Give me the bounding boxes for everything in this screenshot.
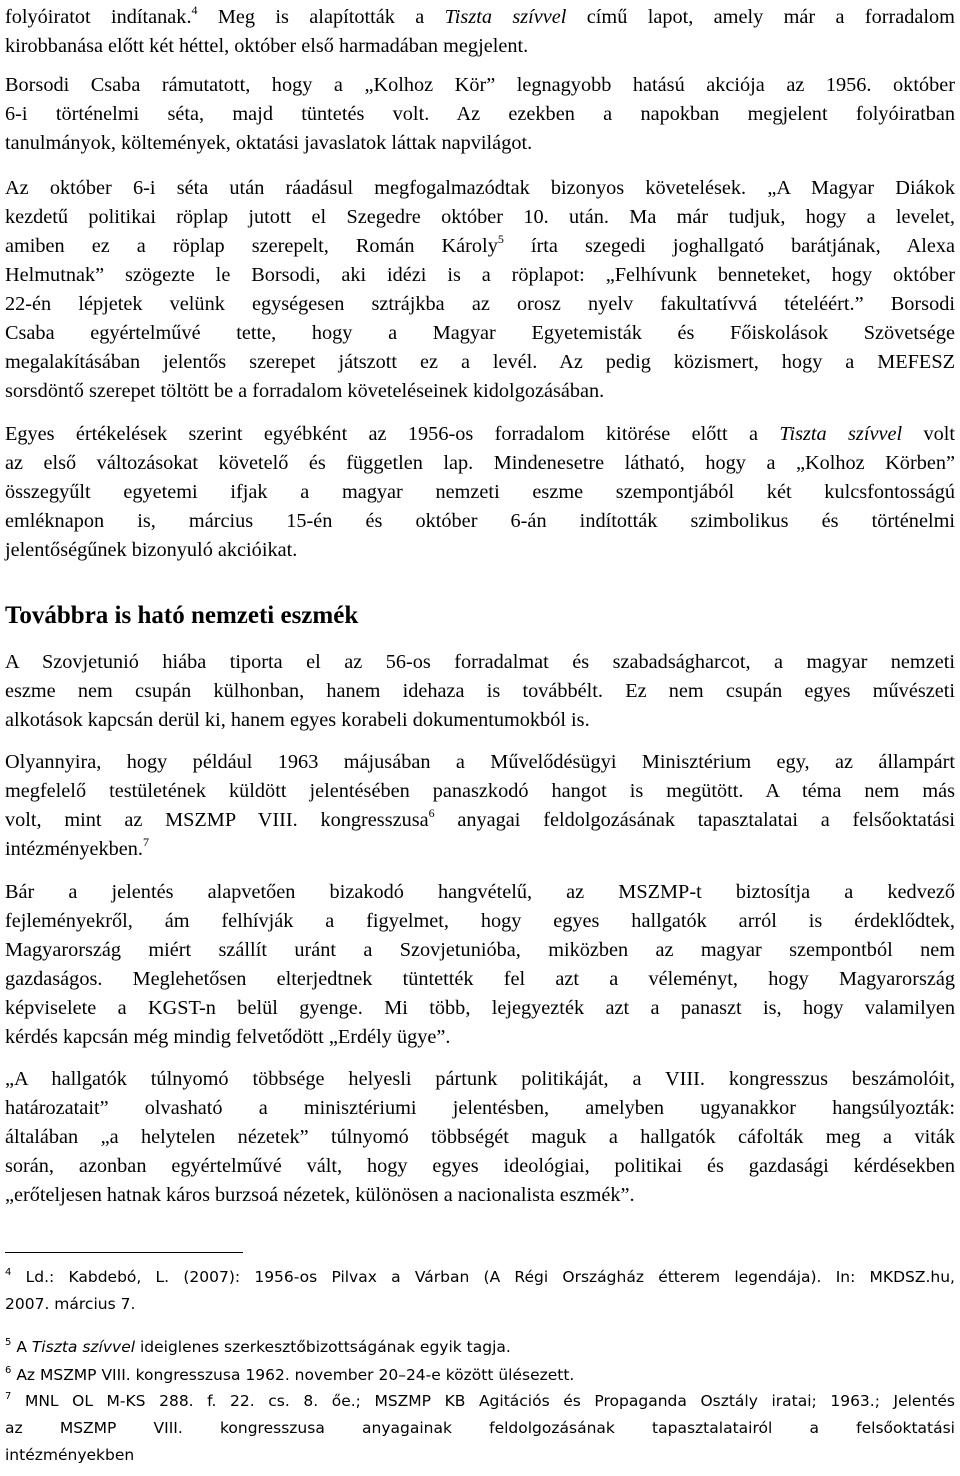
text-line: megfelelő testületének küldött jelentésében panaszkodó hangot is megütött. A téma nem más: [5, 780, 955, 802]
footnote: [5, 1264, 955, 1318]
text-line: során, azonban egyértelművé vált, hogy egyes ideológiai, politikai és gazdasági kérdésekben: [5, 1155, 955, 1177]
text-line: Bár a jelentés alapvetően bizakodó hangvételű, az MSZMP-t biztosítja a kedvező: [5, 881, 955, 903]
footnote: [5, 1362, 955, 1389]
text-line: megalakításában jelentős szerepet játszott ez a levél. Az pedig közismert, hogy a MEFESZ: [5, 351, 955, 373]
text-line: sorsdöntő szerepet töltött be a forradalom követeléseinek kidolgozásában.: [5, 380, 605, 402]
text-line: Helmutnak” szögezte le Borsodi, aki idézi is a röplapot: „Felhívunk benneteket, hogy október: [5, 264, 955, 286]
text-line: tanulmányok, költemények, oktatási javaslatok láttak napvilágot.: [5, 132, 533, 154]
footnote-text: ideiglenes szerkesztőbizottságának egyik tagja.: [135, 1338, 511, 1356]
text-line: volt, mint az MSZMP VIII. kongresszusa$^6$ anyagai feldolgozásának tapasztalatai a felsőoktatási: [5, 806, 955, 831]
text-line: gazdaságos. Meglehetősen elterjedtnek tüntették fel azt a véleményt, hogy Magyarország: [5, 968, 955, 990]
text-line: „A hallgatók túlnyomó többsége helyesli pártunk politikáját, a VIII. kongresszus beszámolóit,: [5, 1068, 955, 1090]
paragraph: [5, 1065, 955, 1210]
footnote-number: 4: [5, 1267, 12, 1278]
text-line: fejleményekről, ám felhívják a figyelmet, hogy egyes hallgatók arról is érdeklődtek,: [5, 910, 955, 932]
paragraph: [5, 748, 955, 864]
journal-title: Tiszta szívvel: [779, 423, 903, 445]
text-line: 22-én lépjetek velünk egységesen sztrájkba az orosz nyelv fakultatívvá tételéért.” Borsodi: [5, 293, 955, 315]
footnote-text: A: [16, 1338, 32, 1356]
text-line: összegyűlt egyetemi ifjak a magyar nemzeti eszme szempontjából két kulcsfontosságú: [5, 481, 955, 503]
footnote-number: 5: [5, 1337, 12, 1348]
footnote-ref: 6: [428, 806, 435, 820]
footnote-line: 2007. március 7.: [5, 1295, 136, 1313]
footnote-ref: 7: [142, 835, 149, 849]
text-line: Magyarország miért szállít uránt a Szovjetunióba, miközben az magyar szempontból nem: [5, 939, 955, 961]
footnote-italic-title: Tiszta szívvel: [31, 1338, 136, 1356]
journal-title: Tiszta szívvel: [444, 6, 567, 28]
text-line: kirobbanása előtt két héttel, október első harmadában megjelent.: [5, 35, 529, 57]
text-line: Csaba egyértelművé tette, hogy a Magyar Egyetemisták és Főiskolások Szövetsége: [5, 322, 955, 344]
text-line: Olyannyira, hogy például 1963 májusában a Művelődésügyi Minisztérium egy, az állampárt: [5, 751, 955, 773]
text-line: amiben ez a röplap szerepelt, Román Károly$^5$ írta szegedi joghallgató barátjának, Alexa: [5, 232, 955, 257]
footnote-line: intézményekben: [5, 1446, 135, 1464]
text-line: kérdés kapcsán még mindig felvetődött „Erdély ügye”.: [5, 1026, 451, 1048]
paragraph: [5, 174, 955, 406]
footnote-separator: [5, 1252, 243, 1253]
footnote-text: Ld.: Kabdebó, L. (2007): 1956-os Pilvax a Várban (A Régi Országház étterem legendája). In: MKDSZ.hu,: [25, 1268, 955, 1286]
text-line: kezdetű politikai röplap jutott el Szegedre október 10. után. Ma már tudjuk, hogy a levelet,: [5, 206, 955, 228]
text-line: az első változásokat követelő és független lap. Mindenesetre látható, hogy a „Kolhoz Körben”: [5, 452, 955, 474]
text-line: Egyes értékelések szerint egyébként az 1956-os forradalom kitörése előtt a Tiszta szívvel volt: [5, 423, 955, 445]
footnote-line: [5, 1362, 955, 1389]
paragraph: [5, 878, 955, 1052]
footnote-line: [5, 1388, 955, 1415]
text-line: emléknapon is, március 15-én és október 6-án indították szimbolikus és történelmi: [5, 510, 955, 532]
footnote-number: 6: [5, 1365, 12, 1376]
footnote-ref: 4: [191, 3, 198, 17]
footnote-line: [5, 1264, 955, 1291]
text-line: intézményekben.$^7$: [5, 835, 149, 860]
text-line: folyóiratot indítanak.$^4$ Meg is alapították a Tiszta szívvel című lapot, amely már a forradalom: [5, 3, 955, 28]
paragraph: [5, 71, 955, 158]
footnote-line: [5, 1334, 955, 1361]
footnote-text: MNL OL M-KS 288. f. 22. cs. 8. őe.; MSZMP KB Agitációs és Propaganda Osztály iratai; 1963.; Jelentés: [24, 1392, 955, 1410]
footnote: [5, 1388, 955, 1469]
text-line: Az október 6-i séta után ráadásul megfogalmazódtak bizonyos követelések. „A Magyar Diákok: [5, 177, 955, 199]
footnote-line: az MSZMP VIII. kongresszusa anyagainak feldolgozásának tapasztalatairól a felsőoktatási: [5, 1419, 955, 1437]
paragraph: [5, 420, 955, 565]
text-line: Borsodi Csaba rámutatott, hogy a „Kolhoz Kör” legnagyobb hatású akciója az 1956. október: [5, 74, 955, 96]
text-line: alkotások kapcsán derül ki, hanem egyes korabeli dokumentumokból is.: [5, 709, 590, 731]
footnote: [5, 1334, 955, 1361]
footnote-number: 7: [5, 1391, 12, 1402]
text-line: eszme nem csupán külhonban, hanem idehaza is továbbélt. Ez nem csupán egyes művészeti: [5, 680, 955, 702]
text-line: képviselete a KGST-n belül gyenge. Mi több, lejegyezték azt a panaszt is, hogy valamilyen: [5, 997, 955, 1019]
text-line: A Szovjetunió hiába tiporta el az 56-os forradalmat és szabadságharcot, a magyar nemzeti: [5, 651, 955, 673]
text-line: határozatait” olvasható a minisztériumi jelentésben, amelyben ugyanakkor hangsúlyozták:: [5, 1097, 955, 1119]
footnote-text: Az MSZMP VIII. kongresszusa 1962. november 20–24-e között ülésezett.: [16, 1366, 575, 1384]
text-line: általában „a helytelen nézetek” túlnyomó többségét maguk a hallgatók cáfolták meg a viták: [5, 1126, 955, 1148]
paragraph: [5, 648, 955, 735]
footnote-ref: 5: [497, 232, 504, 246]
section-heading: Továbbra is ható nemzeti eszmék: [5, 602, 359, 629]
text-line: jelentőségűnek bizonyuló akcióikat.: [5, 539, 298, 561]
text-line: 6-i történelmi séta, majd tüntetés volt. Az ezekben a napokban megjelent folyóiratban: [5, 103, 955, 125]
text-line: „erőteljesen hatnak káros burzsoá nézetek, különösen a nacionalista eszmék”.: [5, 1184, 635, 1206]
paragraph: [5, 3, 955, 61]
